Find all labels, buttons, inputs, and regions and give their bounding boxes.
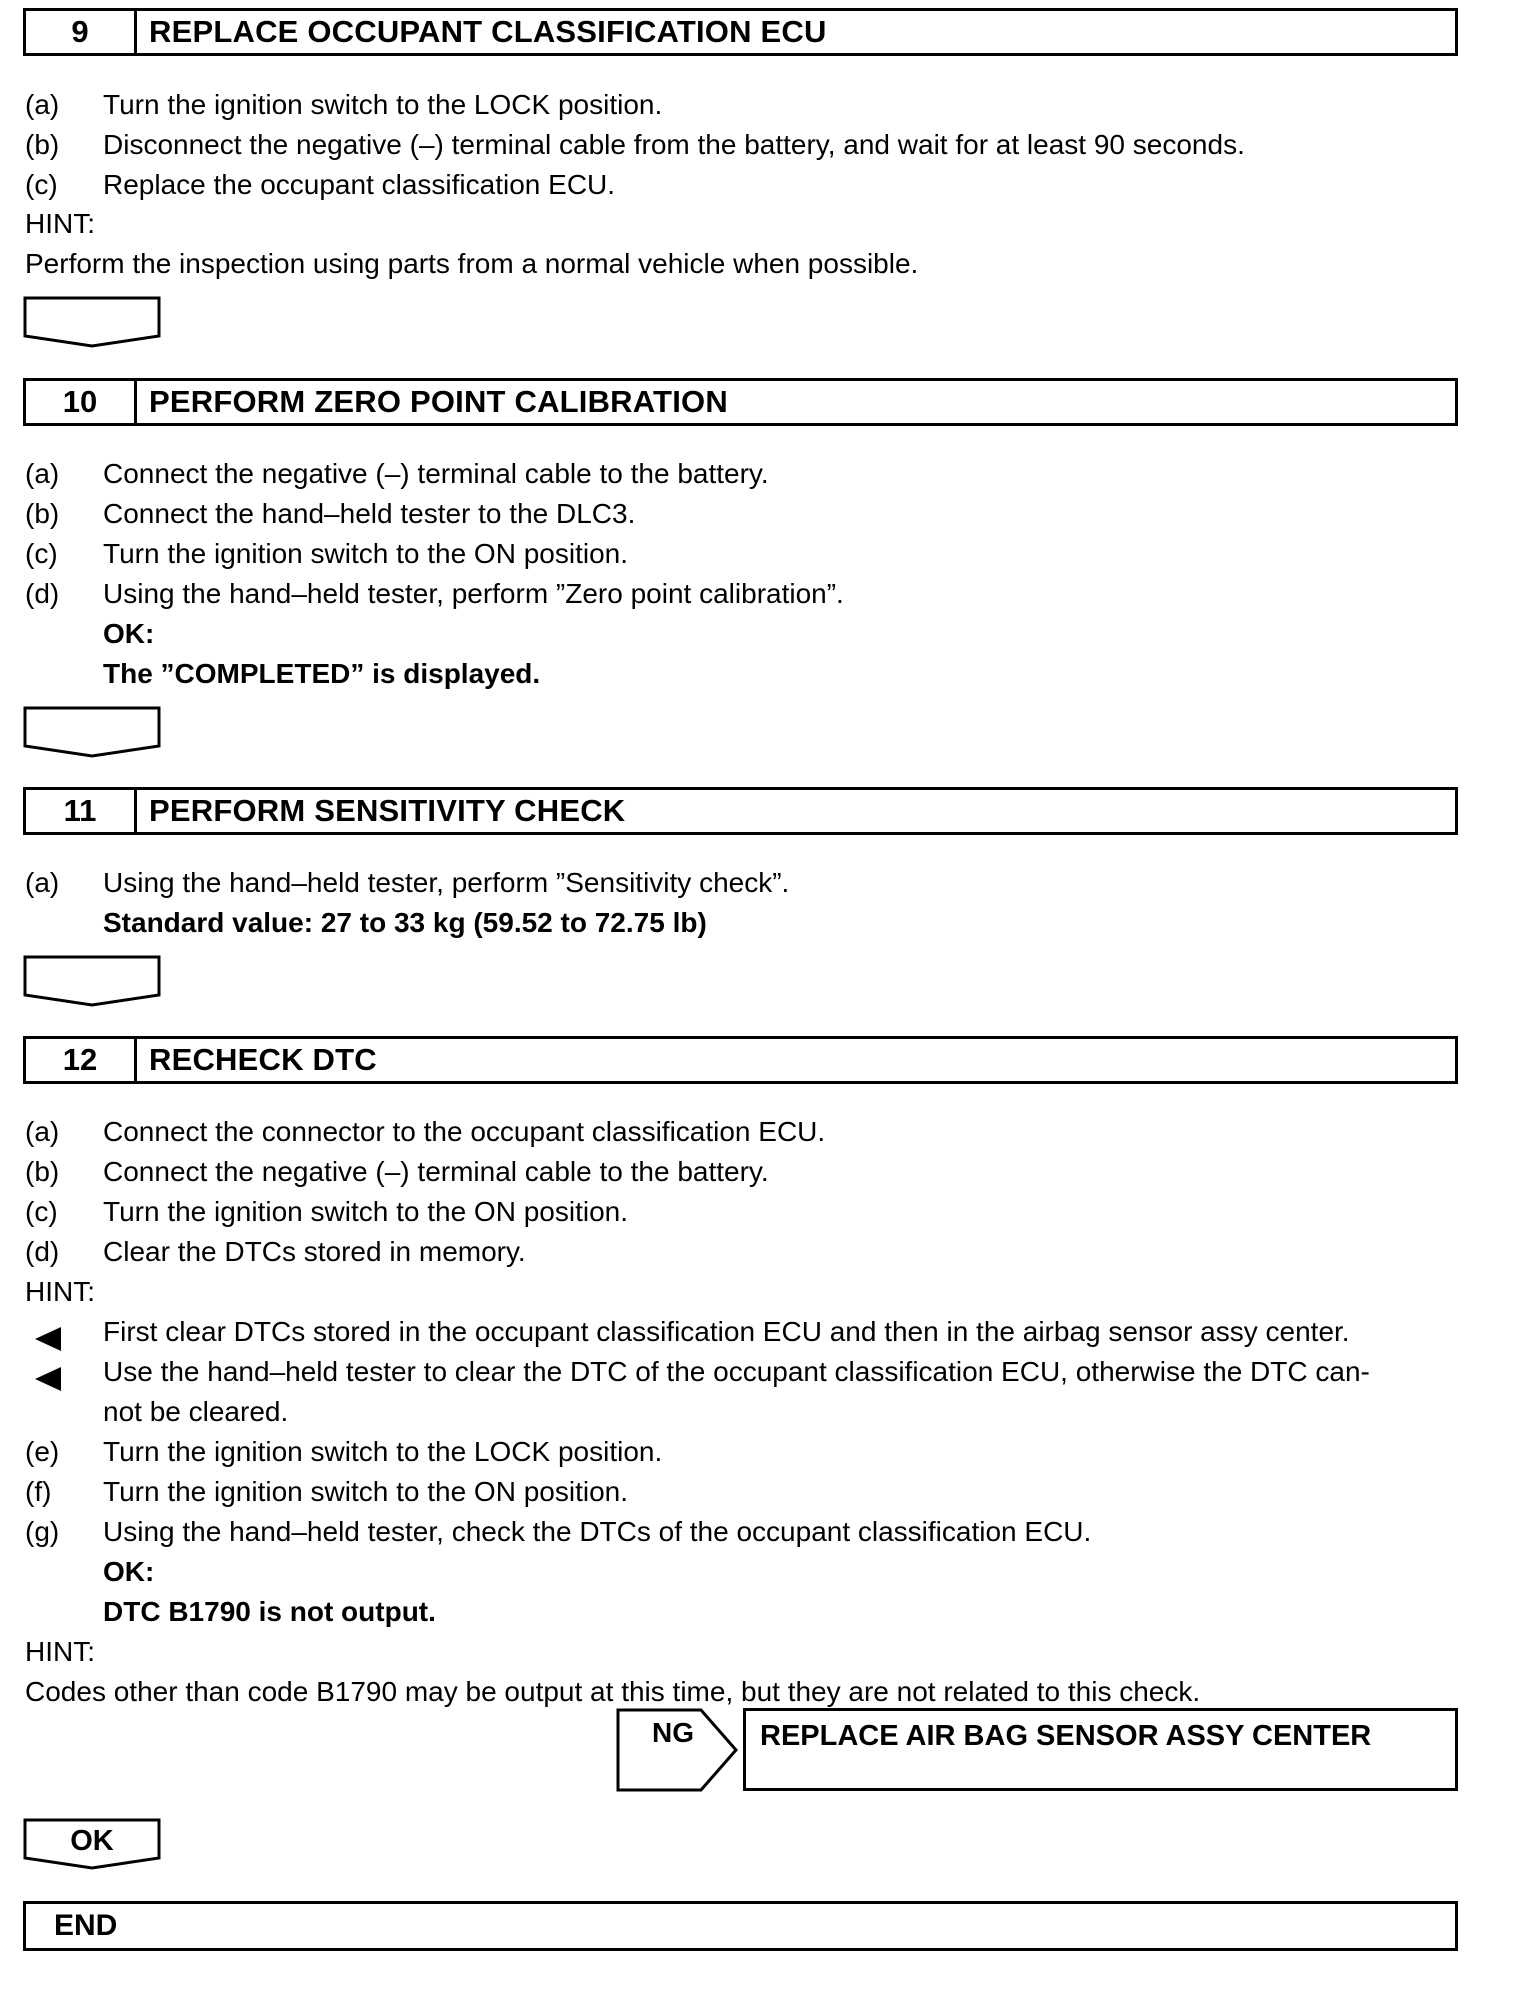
step-label: (b)	[25, 498, 60, 529]
step-text: Disconnect the negative (–) terminal cable from the battery, and wait for at least 90 seconds.	[103, 129, 1245, 160]
step-text: Using the hand–held tester, perform ”Sensitivity check”.	[103, 867, 790, 898]
step-label: (d)	[25, 578, 60, 609]
step-text: Using the hand–held tester, check the DTCs of the occupant classification ECU.	[103, 1516, 1092, 1547]
step-number: 12	[26, 1039, 137, 1081]
step-12-header	[23, 1036, 1458, 1084]
step-text: Connect the negative (–) terminal cable to the battery.	[103, 458, 769, 489]
step-label: (a)	[25, 89, 60, 120]
step-label: (c)	[25, 538, 58, 569]
ok-criteria: The ”COMPLETED” is displayed.	[103, 658, 541, 689]
step-label: (b)	[25, 1156, 60, 1187]
step-label: (e)	[25, 1436, 60, 1467]
hint-bullet-text: Use the hand–held tester to clear the DTC of the occupant classification ECU, otherwise the DTC can-	[103, 1356, 1370, 1387]
step-text: Connect the negative (–) terminal cable to the battery.	[103, 1156, 769, 1187]
bullet-arrow-icon	[35, 1367, 61, 1391]
step-10-header	[23, 378, 1458, 426]
step-title: PERFORM ZERO POINT CALIBRATION	[149, 384, 728, 419]
step-text: Replace the occupant classification ECU.	[103, 169, 616, 200]
step-label: (a)	[25, 1116, 60, 1147]
step-text: Turn the ignition switch to the ON position.	[103, 1476, 628, 1507]
step-text: Using the hand–held tester, perform ”Zero point calibration”.	[103, 578, 844, 609]
ok-criteria: DTC B1790 is not output.	[103, 1596, 436, 1627]
bullet-arrow-icon	[35, 1327, 61, 1351]
step-text: Connect the hand–held tester to the DLC3.	[103, 498, 636, 529]
step-text: Turn the ignition switch to the LOCK position.	[103, 1436, 663, 1467]
step-label: (d)	[25, 1236, 60, 1267]
hint-bullet-text: not be cleared.	[103, 1396, 289, 1427]
hint-bullet-text: First clear DTCs stored in the occupant classification ECU and then in the airbag sensor assy center.	[103, 1316, 1350, 1347]
hint-label: HINT:	[25, 208, 95, 239]
step-label: (a)	[25, 458, 60, 489]
step-number: 11	[26, 790, 137, 832]
hint-text: Codes other than code B1790 may be output at this time, but they are not related to this check.	[25, 1676, 1201, 1707]
step-text: Connect the connector to the occupant classification ECU.	[103, 1116, 826, 1147]
ng-label: NG	[652, 1717, 694, 1748]
standard-value: Standard value: 27 to 33 kg (59.52 to 72.75 lb)	[103, 907, 707, 938]
hint-label: HINT:	[25, 1276, 95, 1307]
step-text: Turn the ignition switch to the ON position.	[103, 1196, 628, 1227]
step-label: (b)	[25, 129, 60, 160]
step-title: PERFORM SENSITIVITY CHECK	[149, 793, 626, 828]
step-label: (g)	[25, 1516, 60, 1547]
step-number: 9	[26, 11, 137, 53]
step-label: (c)	[25, 169, 58, 200]
ok-label: OK:	[103, 1556, 155, 1587]
flow-down-arrow	[23, 296, 161, 348]
step-label: (c)	[25, 1196, 58, 1227]
step-text: Turn the ignition switch to the LOCK position.	[103, 89, 663, 120]
step-title: RECHECK DTC	[149, 1042, 377, 1077]
step-title: REPLACE OCCUPANT CLASSIFICATION ECU	[149, 14, 827, 49]
hint-label: HINT:	[25, 1636, 95, 1667]
end-box: END	[23, 1901, 1458, 1951]
hint-text: Perform the inspection using parts from a normal vehicle when possible.	[25, 248, 919, 279]
step-text: Clear the DTCs stored in memory.	[103, 1236, 526, 1267]
step-9-header	[23, 8, 1458, 56]
step-text: Turn the ignition switch to the ON position.	[103, 538, 628, 569]
step-11-header	[23, 787, 1458, 835]
step-label: (f)	[25, 1476, 52, 1507]
ok-flow-label: OK	[70, 1825, 114, 1857]
flow-down-arrow	[23, 706, 161, 758]
step-number: 10	[26, 381, 137, 423]
ng-result-box: REPLACE AIR BAG SENSOR ASSY CENTER	[743, 1708, 1458, 1791]
ok-label: OK:	[103, 618, 155, 649]
step-label: (a)	[25, 867, 60, 898]
flow-down-arrow	[23, 955, 161, 1007]
